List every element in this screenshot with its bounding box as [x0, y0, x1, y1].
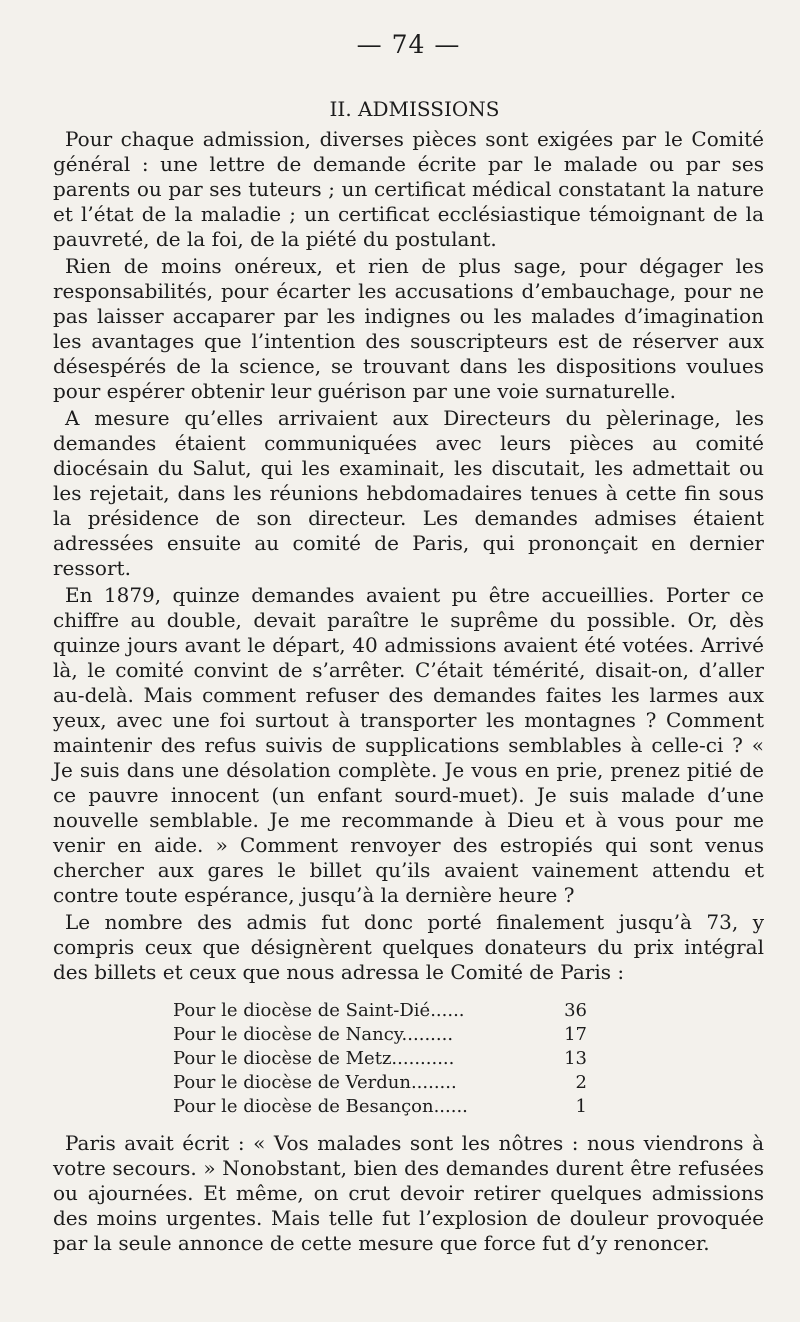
paragraph-requirements: Pour chaque admission, diverses pièces sont exigées par le Comité général : une lettre de demande écrite par le malade ou par ses parents ou par ses tuteurs ; un certificat médical constatant la nature et l’état de la maladie ; un certificat ecclésiastique témoignant de la pauvreté, de la foi, de la piété du postulant. [53, 127, 764, 251]
paragraph-closing: Paris avait écrit : « Vos malades sont les nôtres : nous viendrons à votre secours. » Nonobstant, bien des demandes durent être refusées ou ajournées. Et même, on crut devoir retirer quelques admissions des moins urgentes. Mais telle fut l’explosion de douleur provoquée par la seule annonce de cette mesure que force fut d’y renoncer. [53, 1131, 764, 1255]
diocese-count: 17 [564, 1024, 587, 1045]
diocese-label: Pour le diocèse de Metz........... [173, 1048, 455, 1069]
diocese-count: 2 [575, 1072, 587, 1093]
paragraph-rationale: Rien de moins onéreux, et rien de plus sage, pour dégager les responsabilités, pour écarter les accusations d’embauchage, pour ne pas laisser accaparer par les indignes ou les malades d’imagination les avantages que l’intention des souscripteurs est de réserver aux désespérés de la science, se trouvant dans les dispositions voulues pour espérer obtenir leur guérison par une voie surnaturelle. [53, 254, 764, 403]
diocese-count: 36 [564, 1000, 587, 1021]
diocese-list [173, 999, 587, 1119]
list-item [173, 1071, 587, 1095]
diocese-label: Pour le diocèse de Saint-Dié...... [173, 1000, 465, 1021]
diocese-label: Pour le diocèse de Verdun........ [173, 1072, 457, 1093]
diocese-count: 13 [564, 1048, 587, 1069]
page-number: — 74 — [356, 30, 461, 59]
diocese-label: Pour le diocèse de Besançon...... [173, 1096, 468, 1117]
diocese-count: 1 [575, 1096, 587, 1117]
paragraph-total-admitted: Le nombre des admis fut donc porté finalement jusqu’à 73, y compris ceux que désignèrent quelques donateurs du prix intégral des billets et ceux que nous adressa le Comité de Paris : [53, 910, 764, 984]
paragraph-1879: En 1879, quinze demandes avaient pu être accueillies. Porter ce chiffre au double, devait paraître le suprême du possible. Or, dès quinze jours avant le départ, 40 admissions avaient été votées. Arrivé là, le comité convint de s’arrêter. C’était témérité, disait-on, d’aller au-delà. Mais comment refuser des demandes faites les larmes aux yeux, avec une foi surtout à transporter les montagnes ? Comment maintenir des refus suivis de supplications semblables à celle-ci ? « Je suis dans une désolation complète. Je vous en prie, prenez pitié de ce pauvre innocent (un enfant sourd-muet). Je suis malade d’une nouvelle semblable. Je me recommande à Dieu et à vous pour me venir en aide. » Comment renvoyer des estropiés qui sont venus chercher aux gares le billet qu’ils avaient vainement attendu et contre toute espérance, jusqu’à la dernière heure ? [53, 583, 764, 907]
list-item [173, 1023, 587, 1047]
list-item [173, 999, 587, 1023]
paragraph-procedure: A mesure qu’elles arrivaient aux Directeurs du pèlerinage, les demandes étaient communiquées avec leurs pièces au comité diocésain du Salut, qui les examinait, les discutait, les admettait ou les rejetait, dans les réunions hebdomadaires tenues à cette fin sous la présidence de son directeur. Les demandes admises étaient adressées ensuite au comité de Paris, qui prononçait en dernier ressort. [53, 406, 764, 580]
list-item [173, 1047, 587, 1071]
diocese-label: Pour le diocèse de Nancy......... [173, 1024, 454, 1045]
list-item [173, 1095, 587, 1119]
section-title: II. ADMISSIONS [329, 97, 500, 121]
